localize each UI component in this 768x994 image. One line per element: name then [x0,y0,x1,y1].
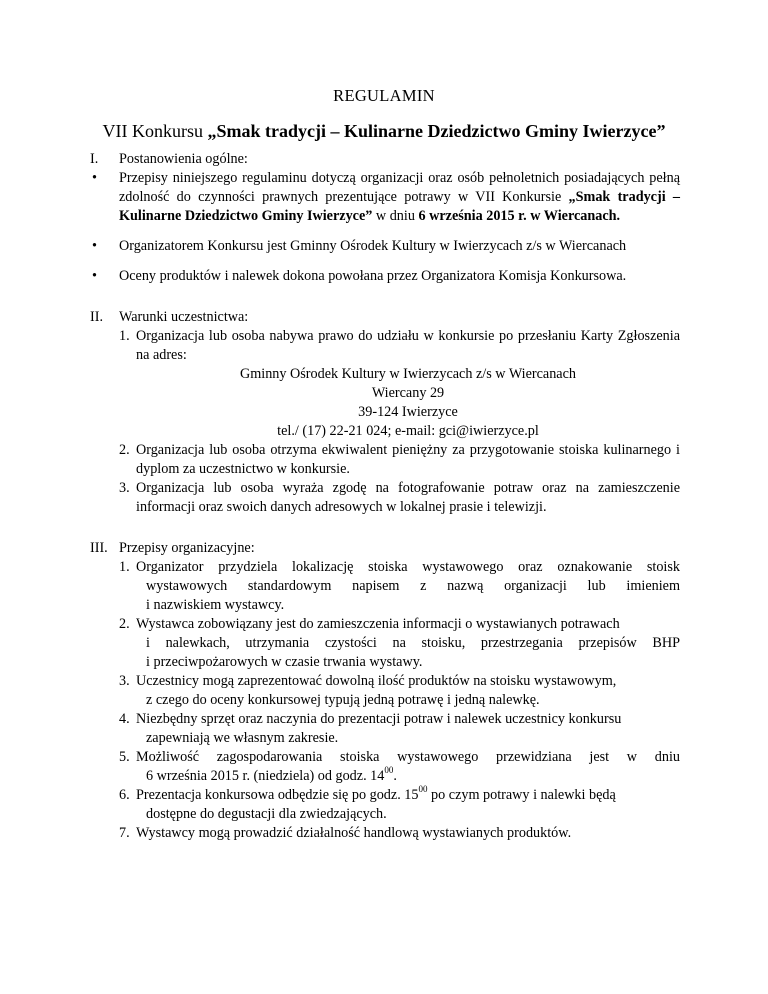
list-item-line: i przeciwpożarowych w czasie trwania wystawy. [146,654,423,670]
document-title: REGULAMIN [333,86,435,105]
section-3-list [119,558,680,843]
list-item-line: i nalewkach, utrzymania czystości na stoisku, przestrzegania przepisów BHP [146,635,680,651]
bullet-1-date: 6 września 2015 r. w Wiercanach. [418,208,621,224]
list-item: 4. Niezbędny sprzęt oraz naczynia do prezentacji potraw i nalewek uczestnicy konkursu zapewniają we własnym zakresie. [119,710,680,748]
section-2-list [119,327,680,517]
section-1-heading: Postanowienia ogólne: [119,151,248,167]
list-item-line: Prezentacja konkursowa odbędzie się po godz. $15^{00}$ po czym potrawy i nalewki będą [136,784,616,803]
address-line: Gminny Ośrodek Kultury w Iwierzycach z/s w Wiercanach [239,366,576,382]
section-1-heading-row [90,150,680,169]
subtitle-prefix: VII Konkursu [102,121,208,141]
list-item-line: Niezbędny sprzęt oraz naczynia do prezentacji potraw i nalewek uczestnicy konkursu [136,711,622,727]
section-1-numeral: I. [90,151,99,167]
list-item-text: Organizacja lub osoba nabywa prawo do udziału w konkursie po przesłaniu Karty Zgłoszenia na adres: [136,328,680,363]
list-item-line: Możliwość zagospodarowania stoiska wystawowego przewidziana jest w dniu [136,749,680,765]
bullet-1-contest-name: „Smak tradycji – Kulinarne Dziedzictwo Gminy Iwierzyce” [119,189,680,224]
superscript-minutes: 00 [418,784,428,795]
section-3-numeral: III. [90,540,108,556]
list-item: 2. Wystawca zobowiązany jest do zamieszczenia informacji o wystawianych potrawach i nalewkach, utrzymania czystości na stoisku, przestrzegania przepisów BHP i przeciwpożarowych w czasie trwania wystawy. [119,616,680,670]
bullet-1-text: Przepisy niniejszego regulaminu dotyczą organizacji oraz osób pełnoletnich posiadających pełną zdolność do czynności prawnych prezentujące potrawy w VII Konkursie [119,170,680,205]
list-item-line: wystawowych standardowym napisem z nazwą organizacji lub imieniem [146,578,680,594]
list-item: 1. Organizator przydziela lokalizację stoiska wystawowego oraz oznakowanie stoisk wystawowych standardowym napisem z nazwą organizacji lub imieniem i nazwiskiem wystawcy. [119,559,680,613]
list-item-text: Organizacja lub osoba wyraża zgodę na fotografowanie potraw oraz na zamieszczenie informacji oraz swoich danych adresowych w lokalnej prasie i telewizji. [136,480,680,515]
section-2-heading-row [90,308,680,327]
section-1-bullet-2 [90,237,680,256]
list-item-line: i nazwiskiem wystawcy. [146,597,285,613]
address-line: 39-124 Iwierzyce [358,404,458,420]
list-item: 3. Organizacja lub osoba wyraża zgodę na fotografowanie potraw oraz na zamieszczenie informacji oraz swoich danych adresowych w lokalnej prasie i telewizji. [119,480,680,515]
list-item-line: Wystawca zobowiązany jest do zamieszczenia informacji o wystawianych potrawach [136,616,620,632]
bullet-icon: • [92,268,97,284]
section-3-heading: Przepisy organizacyjne: [119,540,255,556]
document-body [90,150,680,843]
list-item: 6. Prezentacja konkursowa odbędzie się po godz. $15^{00}$ po czym potrawy i nalewki będą dostępne do degustacji dla zwiedzających. [119,786,680,824]
address-contact-line: tel./ (17) 22-21 024; e-mail: gci@iwierzyce.pl [277,423,539,439]
list-item-line: Wystawcy mogą prowadzić działalność handlową wystawianych produktów. [136,825,572,841]
section-1-bullet-1 [90,169,680,226]
bullet-3-text: Oceny produktów i nalewek dokona powołana przez Organizatora Komisja Konkursowa. [119,268,627,284]
bullet-icon: • [92,170,97,186]
address-line: Wiercany 29 [371,385,445,401]
list-item: 2. Organizacja lub osoba otrzyma ekwiwalent pieniężny za przygotowanie stoiska kulinarnego i dyplom za uczestnictwo w konkursie. [119,442,680,477]
list-item-line: 6 września 2015 r. (niedziela) od godz. $14^{00}$. [146,765,397,784]
list-item: 3. Uczestnicy mogą zaprezentować dowolną ilość produktów na stoisku wystawowym, z czego do oceny konkursowej typują jedną potrawę i jedną nalewkę. [119,672,680,710]
list-item-text: Organizacja lub osoba otrzyma ekwiwalent pieniężny za przygotowanie stoiska kulinarnego i dyplom za uczestnictwo w konkursie. [136,442,680,477]
document-subtitle [0,121,768,142]
list-item-line: Uczestnicy mogą zaprezentować dowolną ilość produktów na stoisku wystawowym, [136,673,617,689]
list-item-line: dostępne do degustacji dla zwiedzających. [146,806,387,822]
subtitle-contest-name: „Smak tradycji – Kulinarne Dziedzictwo Gminy Iwierzyce” [207,121,666,141]
superscript-minutes: 00 [384,765,394,776]
bullet-icon: • [92,238,97,254]
section-2-heading: Warunki uczestnictwa: [119,309,249,325]
address-block [119,365,680,441]
section-2-numeral: II. [90,309,103,325]
list-item-line: z czego do oceny konkursowej typują jedną potrawę i jedną nalewkę. [146,692,540,708]
list-item: 5. Możliwość zagospodarowania stoiska wystawowego przewidziana jest w dniu 6 września 2015 r. (niedziela) od godz. $14^{00}$. [119,749,680,784]
section-3-heading-row [90,539,680,558]
list-item-line: Organizator przydziela lokalizację stoiska wystawowego oraz oznakowanie stoisk [136,559,680,575]
bullet-2-text: Organizatorem Konkursu jest Gminny Ośrodek Kultury w Iwierzycach z/s w Wiercanach [119,238,627,254]
list-item: 1. Organizacja lub osoba nabywa prawo do udziału w konkursie po przesłaniu Karty Zgłoszenia na adres: [119,328,680,363]
bullet-1-date-prefix: w dniu [372,208,419,224]
list-item: 7. Wystawcy mogą prowadzić działalność handlową wystawianych produktów. [119,824,680,843]
list-item-line: zapewniają we własnym zakresie. [146,730,339,746]
section-1-bullet-3 [90,267,680,286]
